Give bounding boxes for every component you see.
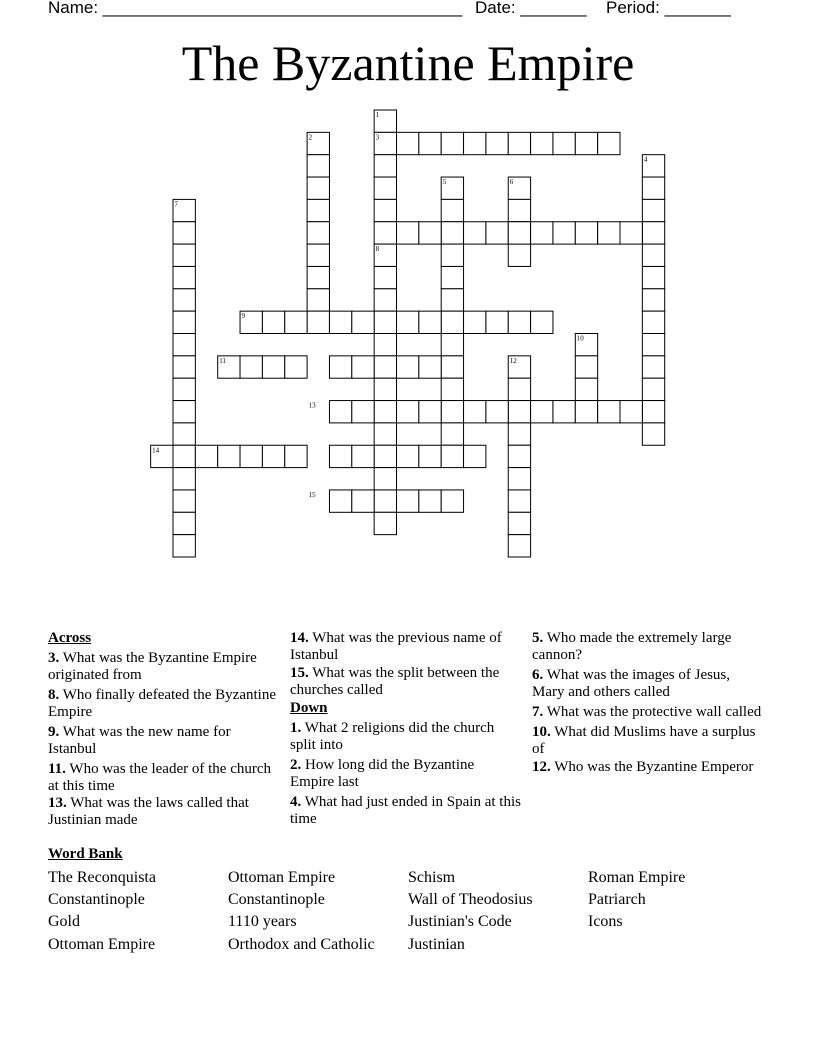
crossword-cell[interactable]	[218, 445, 240, 467]
crossword-cell[interactable]	[240, 445, 262, 467]
crossword-cell[interactable]	[352, 356, 374, 378]
word-bank-item: Orthodox and Catholic	[228, 936, 375, 953]
crossword-cell[interactable]	[642, 244, 664, 266]
across-clue-8: 8. Who finally defeated the Byzantine Empire	[48, 687, 276, 720]
crossword-cell[interactable]	[642, 401, 664, 423]
crossword-cell[interactable]	[374, 445, 396, 467]
word-bank-item: Roman Empire	[588, 869, 686, 886]
crossword-cell[interactable]	[173, 222, 195, 244]
clues-column-2	[290, 630, 522, 831]
crossword-cell[interactable]	[173, 445, 195, 467]
page-title: The Byzantine Empire	[181, 35, 635, 91]
crossword-cell[interactable]	[441, 378, 463, 400]
down-clue-5: 5. Who made the extremely large cannon?	[532, 630, 732, 663]
crossword-cell[interactable]	[329, 311, 351, 333]
crossword-cell[interactable]	[441, 423, 463, 445]
word-bank-item: Patriarch	[588, 891, 646, 908]
crossword-cell[interactable]	[352, 311, 374, 333]
down-heading: Down	[290, 700, 328, 716]
crossword-cell[interactable]	[397, 490, 419, 512]
crossword-cell[interactable]	[285, 445, 307, 467]
crossword-cell[interactable]	[441, 244, 463, 266]
crossword-cell[interactable]	[195, 445, 217, 467]
crossword-cell[interactable]	[441, 199, 463, 221]
crossword-cell[interactable]	[486, 311, 508, 333]
crossword-cell[interactable]	[508, 445, 530, 467]
crossword-cell[interactable]	[441, 222, 463, 244]
crossword-cell[interactable]	[419, 356, 441, 378]
crossword-cell[interactable]	[642, 356, 664, 378]
crossword-cell[interactable]	[464, 222, 486, 244]
name-field[interactable]: Name: ______________________________________	[48, 0, 463, 17]
down-clue-4: 4. What had just ended in Spain at this time	[290, 794, 521, 827]
crossword-cell[interactable]	[173, 356, 195, 378]
crossword-cell[interactable]	[307, 244, 329, 266]
crossword-cell[interactable]	[575, 356, 597, 378]
crossword-cell[interactable]	[464, 401, 486, 423]
crossword-cell[interactable]	[531, 401, 553, 423]
crossword-cell[interactable]	[173, 311, 195, 333]
crossword-cell[interactable]	[374, 423, 396, 445]
cell-number: 14	[152, 446, 160, 455]
across-clue-11: 11. Who was the leader of the church at this time	[48, 761, 271, 794]
across-heading: Across	[48, 630, 92, 646]
down-clue-6: 6. What was the images of Jesus, Mary and others called	[532, 667, 731, 700]
crossword-cell[interactable]	[531, 222, 553, 244]
crossword-cell[interactable]	[642, 311, 664, 333]
crossword-cell[interactable]	[508, 535, 530, 557]
crossword-cell[interactable]	[262, 445, 284, 467]
crossword-cell[interactable]	[374, 334, 396, 356]
crossword-cell[interactable]	[262, 311, 284, 333]
word-bank-item: Justinian	[408, 936, 465, 953]
crossword-cell[interactable]	[374, 401, 396, 423]
crossword-cell[interactable]	[486, 222, 508, 244]
crossword-cell[interactable]	[374, 266, 396, 288]
crossword-cell[interactable]	[620, 401, 642, 423]
crossword-cell[interactable]	[173, 244, 195, 266]
crossword-cell[interactable]	[441, 445, 463, 467]
crossword-cell[interactable]	[307, 199, 329, 221]
crossword-cell[interactable]	[397, 356, 419, 378]
crossword-cell[interactable]	[173, 378, 195, 400]
crossword-cell[interactable]	[464, 132, 486, 154]
crossword-cell[interactable]	[642, 334, 664, 356]
word-bank-heading: Word Bank	[48, 846, 123, 862]
crossword-cell[interactable]	[374, 289, 396, 311]
crossword-cell[interactable]	[307, 289, 329, 311]
crossword-cell[interactable]	[620, 222, 642, 244]
crossword-cell[interactable]	[642, 199, 664, 221]
crossword-cell[interactable]	[508, 132, 530, 154]
cell-number: 5	[442, 178, 447, 187]
crossword-cell[interactable]	[441, 490, 463, 512]
crossword-cell[interactable]	[464, 445, 486, 467]
crossword-cell[interactable]	[352, 445, 374, 467]
crossword-cell[interactable]	[374, 468, 396, 490]
crossword-cell[interactable]	[441, 334, 463, 356]
cell-number: 13	[308, 401, 316, 410]
crossword-cell[interactable]	[508, 311, 530, 333]
across-clue-3: 3. What was the Byzantine Empire originated from	[48, 650, 257, 683]
crossword-cell[interactable]	[419, 132, 441, 154]
crossword-cell[interactable]	[508, 490, 530, 512]
crossword-cell[interactable]	[553, 132, 575, 154]
crossword-cell[interactable]	[374, 311, 396, 333]
crossword-cell[interactable]	[508, 512, 530, 534]
crossword-cell[interactable]	[374, 512, 396, 534]
down-clue-2: 2. How long did the Byzantine Empire last	[290, 757, 475, 790]
crossword-cell[interactable]	[173, 401, 195, 423]
crossword-cell[interactable]	[441, 266, 463, 288]
word-bank-item: Wall of Theodosius	[408, 891, 533, 908]
crossword-cell[interactable]	[352, 490, 374, 512]
crossword-cell[interactable]	[173, 289, 195, 311]
crossword-cell[interactable]	[642, 289, 664, 311]
across-clue-13: 13. What was the laws called that Justinian made	[48, 795, 249, 828]
crossword-cell[interactable]	[508, 378, 530, 400]
crossword-cell[interactable]	[553, 222, 575, 244]
cell-number: 9	[241, 312, 246, 321]
crossword-cell[interactable]	[508, 222, 530, 244]
crossword-cell[interactable]	[508, 468, 530, 490]
crossword-cell[interactable]	[575, 222, 597, 244]
word-bank-item: Justinian's Code	[408, 913, 512, 930]
down-clue-7: 7. What was the protective wall called	[532, 704, 762, 720]
crossword-cell[interactable]	[397, 132, 419, 154]
crossword-cell[interactable]	[374, 490, 396, 512]
crossword-cell[interactable]	[285, 311, 307, 333]
crossword-cell[interactable]	[642, 222, 664, 244]
crossword-cell[interactable]	[441, 401, 463, 423]
word-bank-item: Ottoman Empire	[48, 936, 156, 953]
crossword-cell[interactable]	[262, 356, 284, 378]
date-field[interactable]: Date: _______	[475, 0, 587, 17]
crossword-cell[interactable]	[173, 468, 195, 490]
crossword-cell[interactable]	[397, 222, 419, 244]
crossword-cell[interactable]	[173, 512, 195, 534]
crossword-cell[interactable]	[397, 311, 419, 333]
crossword-cell[interactable]	[464, 311, 486, 333]
crossword-cell[interactable]	[419, 445, 441, 467]
crossword-cell[interactable]	[508, 423, 530, 445]
crossword-cell[interactable]	[508, 401, 530, 423]
crossword-cell[interactable]	[642, 378, 664, 400]
crossword-cell[interactable]	[642, 423, 664, 445]
clues-column-1	[48, 630, 280, 832]
crossword-cell[interactable]	[173, 266, 195, 288]
cell-number: 8	[375, 245, 380, 254]
crossword-cell[interactable]	[307, 311, 329, 333]
crossword-cell[interactable]	[575, 132, 597, 154]
cell-number: 15	[308, 490, 316, 499]
crossword-cell[interactable]	[307, 266, 329, 288]
clues-column-3	[532, 630, 764, 779]
word-bank-item: Icons	[588, 913, 623, 930]
crossword-cell[interactable]	[352, 401, 374, 423]
crossword-cell[interactable]	[374, 177, 396, 199]
crossword-cell[interactable]	[329, 490, 351, 512]
crossword-cell[interactable]	[419, 311, 441, 333]
crossword-cell[interactable]	[441, 289, 463, 311]
crossword-cell[interactable]	[553, 401, 575, 423]
word-bank-item: Gold	[48, 913, 80, 930]
crossword-cell[interactable]	[240, 356, 262, 378]
crossword-cell[interactable]	[173, 490, 195, 512]
cell-number: 10	[576, 334, 584, 343]
across-clue-9: 9. What was the new name for Istanbul	[48, 724, 231, 757]
crossword-cell[interactable]	[441, 311, 463, 333]
word-bank-item: 1110 years	[228, 913, 297, 930]
crossword-cell[interactable]	[307, 155, 329, 177]
word-bank-item: Constantinople	[228, 891, 325, 908]
word-bank-item: Constantinople	[48, 891, 145, 908]
down-clue-1: 1. What 2 religions did the church split into	[290, 720, 495, 753]
crossword-cell[interactable]	[285, 356, 307, 378]
crossword-cell[interactable]	[329, 401, 351, 423]
crossword-cell[interactable]	[531, 311, 553, 333]
crossword-cell[interactable]	[374, 378, 396, 400]
crossword-cell[interactable]	[419, 222, 441, 244]
crossword-cell[interactable]	[508, 244, 530, 266]
cell-number: 7	[174, 200, 178, 209]
across-clue-14: 14. What was the previous name of Istanbul	[290, 630, 502, 663]
crossword-cell[interactable]	[642, 177, 664, 199]
crossword-cell[interactable]	[329, 356, 351, 378]
cell-number: 12	[509, 356, 517, 365]
crossword-cell[interactable]	[598, 132, 620, 154]
crossword-cell[interactable]	[374, 356, 396, 378]
word-bank-item: Schism	[408, 869, 456, 886]
crossword-cell[interactable]	[329, 445, 351, 467]
across-clue-15: 15. What was the split between the churches called	[290, 665, 500, 698]
down-clue-12: 12. Who was the Byzantine Emperor	[532, 759, 754, 775]
crossword-cell[interactable]	[374, 222, 396, 244]
crossword-cell[interactable]	[441, 132, 463, 154]
cell-number: 11	[219, 356, 226, 365]
crossword-cell[interactable]	[397, 401, 419, 423]
cell-number: 4	[643, 155, 648, 164]
crossword-cell[interactable]	[419, 490, 441, 512]
crossword-cell[interactable]	[508, 199, 530, 221]
down-clue-10: 10. What did Muslims have a surplus of	[532, 724, 756, 757]
cell-number: 3	[375, 133, 380, 142]
crossword-cell[interactable]	[531, 132, 553, 154]
crossword-cell[interactable]	[642, 266, 664, 288]
crossword-cell[interactable]	[575, 378, 597, 400]
crossword-cell[interactable]	[419, 401, 441, 423]
crossword-cell[interactable]	[575, 401, 597, 423]
crossword-cell[interactable]	[486, 132, 508, 154]
crossword-cell[interactable]	[598, 222, 620, 244]
crossword-cell[interactable]	[441, 356, 463, 378]
crossword-cell[interactable]	[307, 177, 329, 199]
crossword-cell[interactable]	[598, 401, 620, 423]
crossword-cell[interactable]	[374, 199, 396, 221]
cell-number: 1	[375, 111, 380, 119]
cell-number: 2	[308, 133, 313, 142]
crossword-cell[interactable]	[486, 401, 508, 423]
crossword-cell[interactable]	[173, 535, 195, 557]
word-bank-item: The Reconquista	[48, 869, 156, 886]
word-bank-item: Ottoman Empire	[228, 869, 336, 886]
crossword-cell[interactable]	[374, 155, 396, 177]
crossword-cell[interactable]	[397, 445, 419, 467]
crossword-cell[interactable]	[307, 222, 329, 244]
crossword-cell[interactable]	[173, 423, 195, 445]
cell-number: 6	[509, 178, 514, 187]
period-field[interactable]: Period: _______	[606, 0, 731, 17]
crossword-cell[interactable]	[173, 334, 195, 356]
